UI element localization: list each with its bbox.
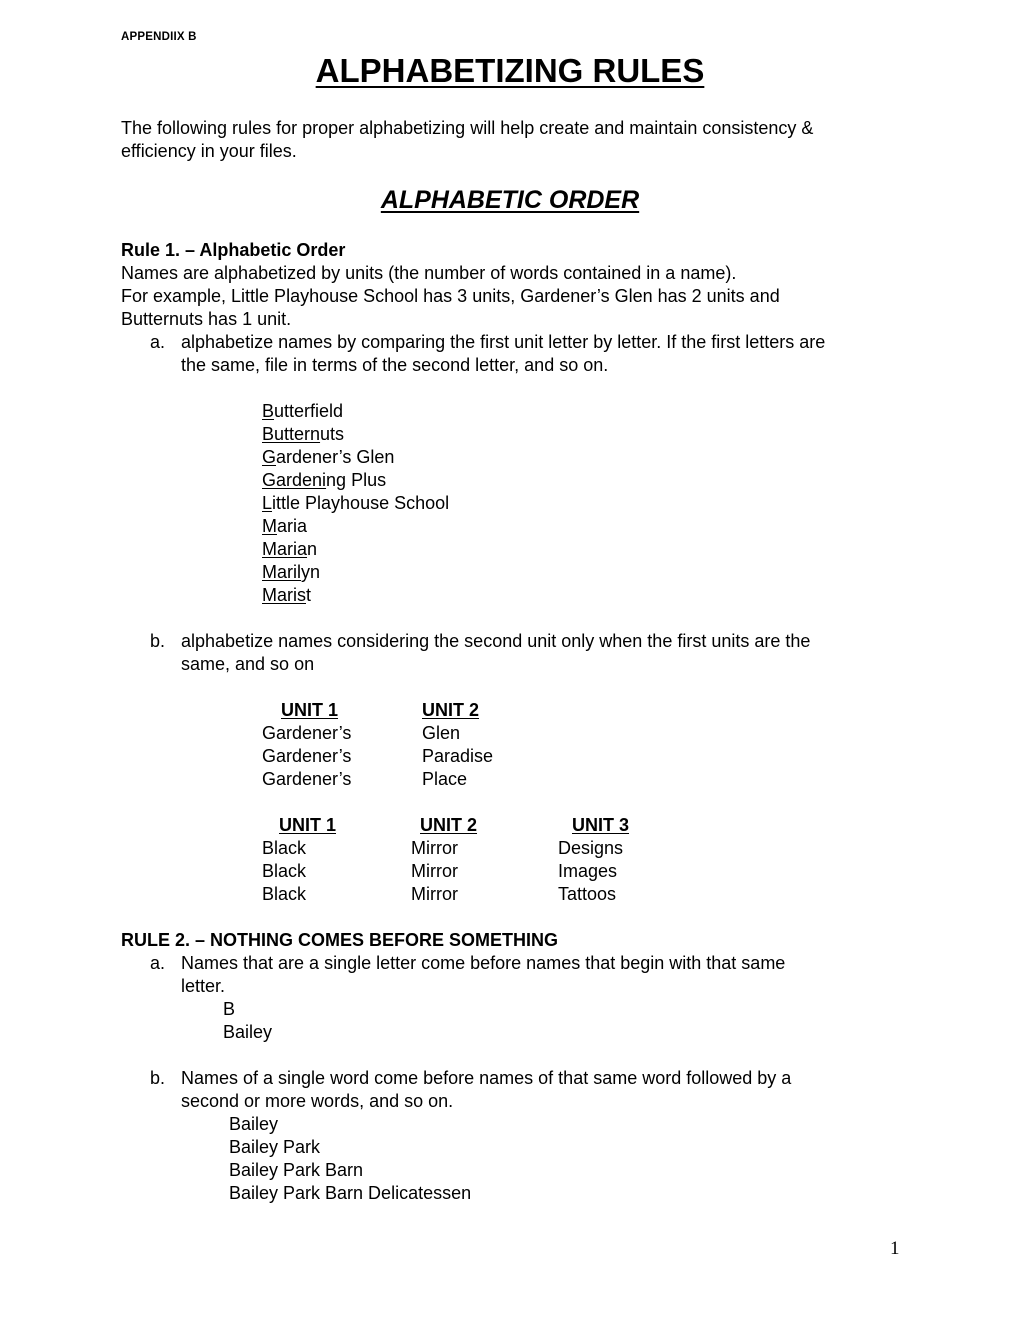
rule1-a-line-2: the same, file in terms of the second letter, and so on. bbox=[181, 355, 609, 375]
table-cell: Gardener’s bbox=[262, 769, 352, 789]
rule2-a-line-2: letter. bbox=[181, 976, 226, 996]
list-item: Butterfield bbox=[262, 401, 344, 421]
table-cell: Gardener’s bbox=[262, 746, 352, 766]
rule1-b-marker: b. bbox=[150, 631, 166, 651]
rule1-b-line-1: alphabetize names considering the second unit only when the first units are the bbox=[181, 631, 811, 651]
list-item: Bailey bbox=[223, 1022, 273, 1042]
list-item: Butternuts bbox=[262, 424, 345, 444]
table-cell: Paradise bbox=[422, 746, 494, 766]
table-cell: Place bbox=[422, 769, 468, 789]
list-item: Little Playhouse School bbox=[262, 493, 450, 513]
table-cell: Black bbox=[262, 884, 307, 904]
rule2-b-marker: b. bbox=[150, 1068, 166, 1088]
table2-header-unit2: UNIT 2 bbox=[420, 815, 478, 835]
table1-header-unit2: UNIT 2 bbox=[422, 700, 480, 720]
rule2-a-marker: a. bbox=[150, 953, 166, 973]
rule2-a-line-1: Names that are a single letter come before names that begin with that same bbox=[181, 953, 786, 973]
table-cell: Mirror bbox=[411, 838, 458, 858]
list-item: Marist bbox=[262, 585, 312, 605]
table2-header-unit1: UNIT 1 bbox=[279, 815, 337, 835]
table-cell: Mirror bbox=[411, 861, 458, 881]
table-cell: Images bbox=[558, 861, 618, 881]
list-item: Marian bbox=[262, 539, 318, 559]
list-item: B bbox=[223, 999, 236, 1019]
rule1-b-line-2: same, and so on bbox=[181, 654, 315, 674]
table1-header-unit1: UNIT 1 bbox=[281, 700, 339, 720]
page-number: 1 bbox=[890, 1238, 900, 1259]
table2-header-unit3: UNIT 3 bbox=[572, 815, 630, 835]
example-list bbox=[262, 400, 449, 607]
table-cell: Tattoos bbox=[558, 884, 617, 904]
table-cell: Black bbox=[262, 861, 307, 881]
intro-line-1: The following rules for proper alphabetizing will help create and maintain consistency & bbox=[121, 118, 814, 138]
rule1-a-marker: a. bbox=[150, 332, 166, 352]
list-item: Marilyn bbox=[262, 562, 321, 582]
rule1-a-line-1: alphabetize names by comparing the first unit letter by letter. If the first letters are bbox=[181, 332, 826, 352]
rule1-heading: Rule 1. – Alphabetic Order bbox=[121, 240, 346, 260]
rule1-line-2: For example, Little Playhouse School has 3 units, Gardener’s Glen has 2 units and bbox=[121, 286, 780, 306]
list-item: Gardener’s Glen bbox=[262, 447, 395, 467]
list-item: Bailey Park Barn bbox=[229, 1160, 364, 1180]
section-title: ALPHABETIC ORDER bbox=[380, 186, 640, 214]
rule2-b-line-2: second or more words, and so on. bbox=[181, 1091, 454, 1111]
intro-line-2: efficiency in your files. bbox=[121, 141, 297, 161]
list-item: Gardening Plus bbox=[262, 470, 387, 490]
appendix-label: APPENDIIX B bbox=[121, 31, 197, 43]
rule2-b-line-1: Names of a single word come before names of that same word followed by a bbox=[181, 1068, 792, 1088]
table-cell: Designs bbox=[558, 838, 624, 858]
table-cell: Black bbox=[262, 838, 307, 858]
table-cell: Glen bbox=[422, 723, 461, 743]
list-item: Maria bbox=[262, 516, 308, 536]
table-cell: Gardener’s bbox=[262, 723, 352, 743]
list-item: Bailey Park bbox=[229, 1137, 321, 1157]
rule1-line-3: Butternuts has 1 unit. bbox=[121, 309, 292, 329]
list-item: Bailey Park Barn Delicatessen bbox=[229, 1183, 472, 1203]
page-title: ALPHABETIZING RULES bbox=[315, 52, 705, 89]
list-item: Bailey bbox=[229, 1114, 279, 1134]
table-cell: Mirror bbox=[411, 884, 458, 904]
rule1-line-1: Names are alphabetized by units (the number of words contained in a name). bbox=[121, 263, 737, 283]
rule2-heading: RULE 2. – NOTHING COMES BEFORE SOMETHING bbox=[121, 930, 559, 950]
